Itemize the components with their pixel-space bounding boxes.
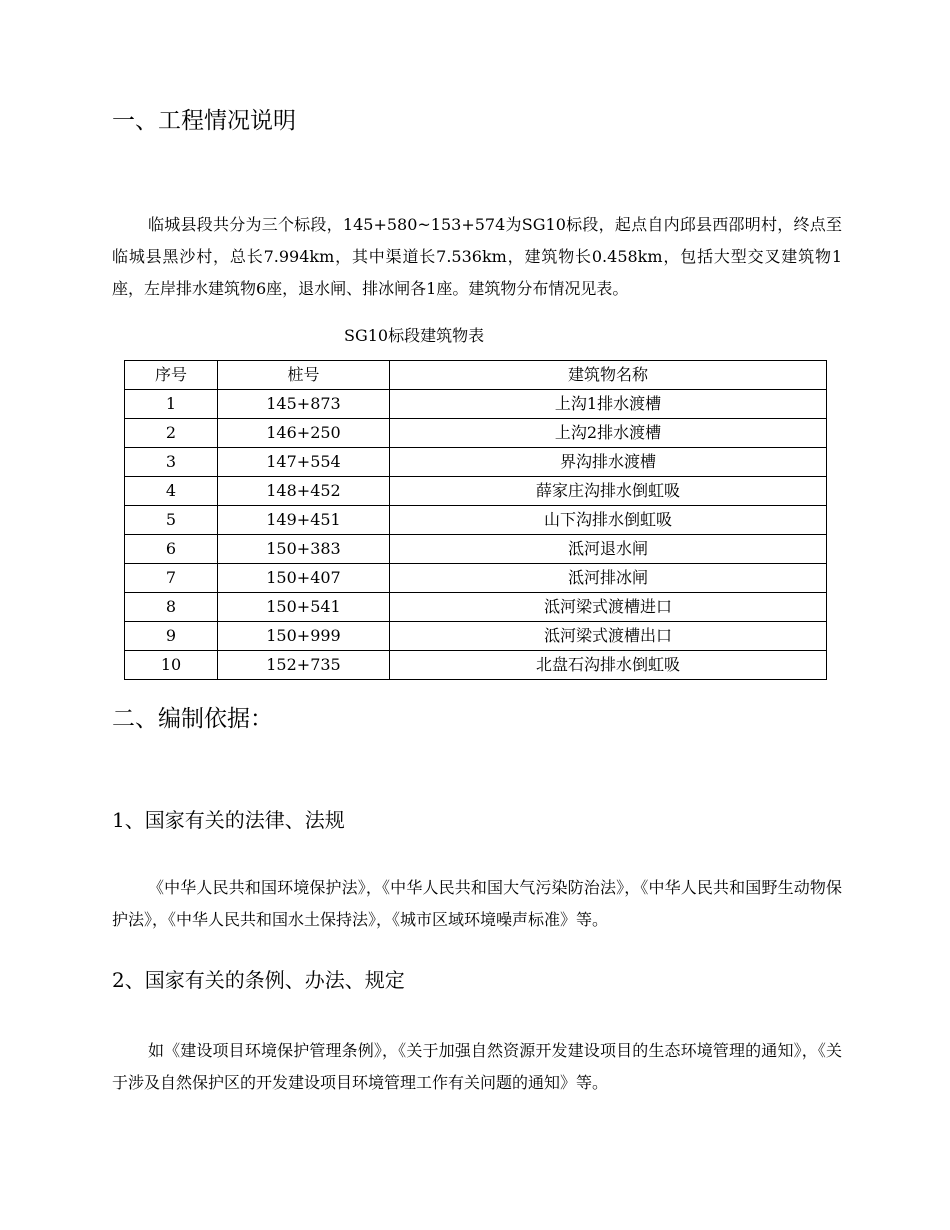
section2-heading: 二、编制依据： xyxy=(112,706,273,732)
cell-station: 148+452 xyxy=(218,477,390,506)
section1-paragraph: 临城县段共分为三个标段，145+580~153+574为SG10标段，起点自内邱县西邵明村，终点至临城县黑沙村，总长7.994km，其中渠道长7.536km，建筑物长0.458km，包括大型交叉建筑物1座，左岸排水建筑物6座，退水闸、排冰闸各1座。建筑物分布情况见表。 xyxy=(112,215,842,298)
cell-index: 7 xyxy=(125,564,218,593)
cell-station: 150+383 xyxy=(218,535,390,564)
cell-building-name: 山下沟排水倒虹吸 xyxy=(390,506,827,535)
cell-station: 147+554 xyxy=(218,448,390,477)
cell-building-name: 上沟2排水渡槽 xyxy=(390,419,827,448)
table-header-row xyxy=(125,361,827,390)
cell-station: 150+407 xyxy=(218,564,390,593)
cell-index: 6 xyxy=(125,535,218,564)
cell-index: 4 xyxy=(125,477,218,506)
cell-building-name: 界沟排水渡槽 xyxy=(390,448,827,477)
header-building-name: 建筑物名称 xyxy=(390,361,827,390)
table-row xyxy=(125,535,827,564)
cell-station: 146+250 xyxy=(218,419,390,448)
cell-building-name: 泜河梁式渡槽进口 xyxy=(390,593,827,622)
table-row xyxy=(125,651,827,680)
table-row xyxy=(125,506,827,535)
cell-building-name: 泜河排冰闸 xyxy=(390,564,827,593)
cell-index: 3 xyxy=(125,448,218,477)
header-index: 序号 xyxy=(125,361,218,390)
subsection2-heading: 2、国家有关的条例、办法、规定 xyxy=(112,968,405,992)
cell-index: 5 xyxy=(125,506,218,535)
cell-building-name: 北盘石沟排水倒虹吸 xyxy=(390,651,827,680)
cell-station: 150+541 xyxy=(218,593,390,622)
table-row xyxy=(125,448,827,477)
table-row xyxy=(125,593,827,622)
cell-station: 145+873 xyxy=(218,390,390,419)
table-row xyxy=(125,622,827,651)
subsection2-paragraph: 如《建设项目环境保护管理条例》，《关于加强自然资源开发建设项目的生态环境管理的通知》，《关于涉及自然保护区的开发建设项目环境管理工作有关问题的通知》等。 xyxy=(112,1041,842,1092)
cell-building-name: 薛家庄沟排水倒虹吸 xyxy=(390,477,827,506)
cell-station: 152+735 xyxy=(218,651,390,680)
cell-building-name: 泜河退水闸 xyxy=(390,535,827,564)
cell-station: 150+999 xyxy=(218,622,390,651)
cell-building-name: 上沟1排水渡槽 xyxy=(390,390,827,419)
table-row xyxy=(125,564,827,593)
table-row xyxy=(125,477,827,506)
cell-index: 2 xyxy=(125,419,218,448)
cell-index: 8 xyxy=(125,593,218,622)
table-row xyxy=(125,419,827,448)
table-caption: SG10标段建筑物表 xyxy=(344,326,485,345)
cell-index: 9 xyxy=(125,622,218,651)
cell-building-name: 泜河梁式渡槽出口 xyxy=(390,622,827,651)
cell-index: 1 xyxy=(125,390,218,419)
table-row xyxy=(125,390,827,419)
cell-index: 10 xyxy=(125,651,218,680)
subsection1-heading: 1、国家有关的法律、法规 xyxy=(112,808,345,832)
cell-station: 149+451 xyxy=(218,506,390,535)
subsection1-paragraph: 《中华人民共和国环境保护法》，《中华人民共和国大气污染防治法》，《中华人民共和国野生动物保护法》，《中华人民共和国水土保持法》，《城市区域环境噪声标准》等。 xyxy=(112,878,842,929)
section1-heading: 一、工程情况说明 xyxy=(112,108,296,134)
buildings-table xyxy=(124,360,827,680)
header-station: 桩号 xyxy=(218,361,390,390)
